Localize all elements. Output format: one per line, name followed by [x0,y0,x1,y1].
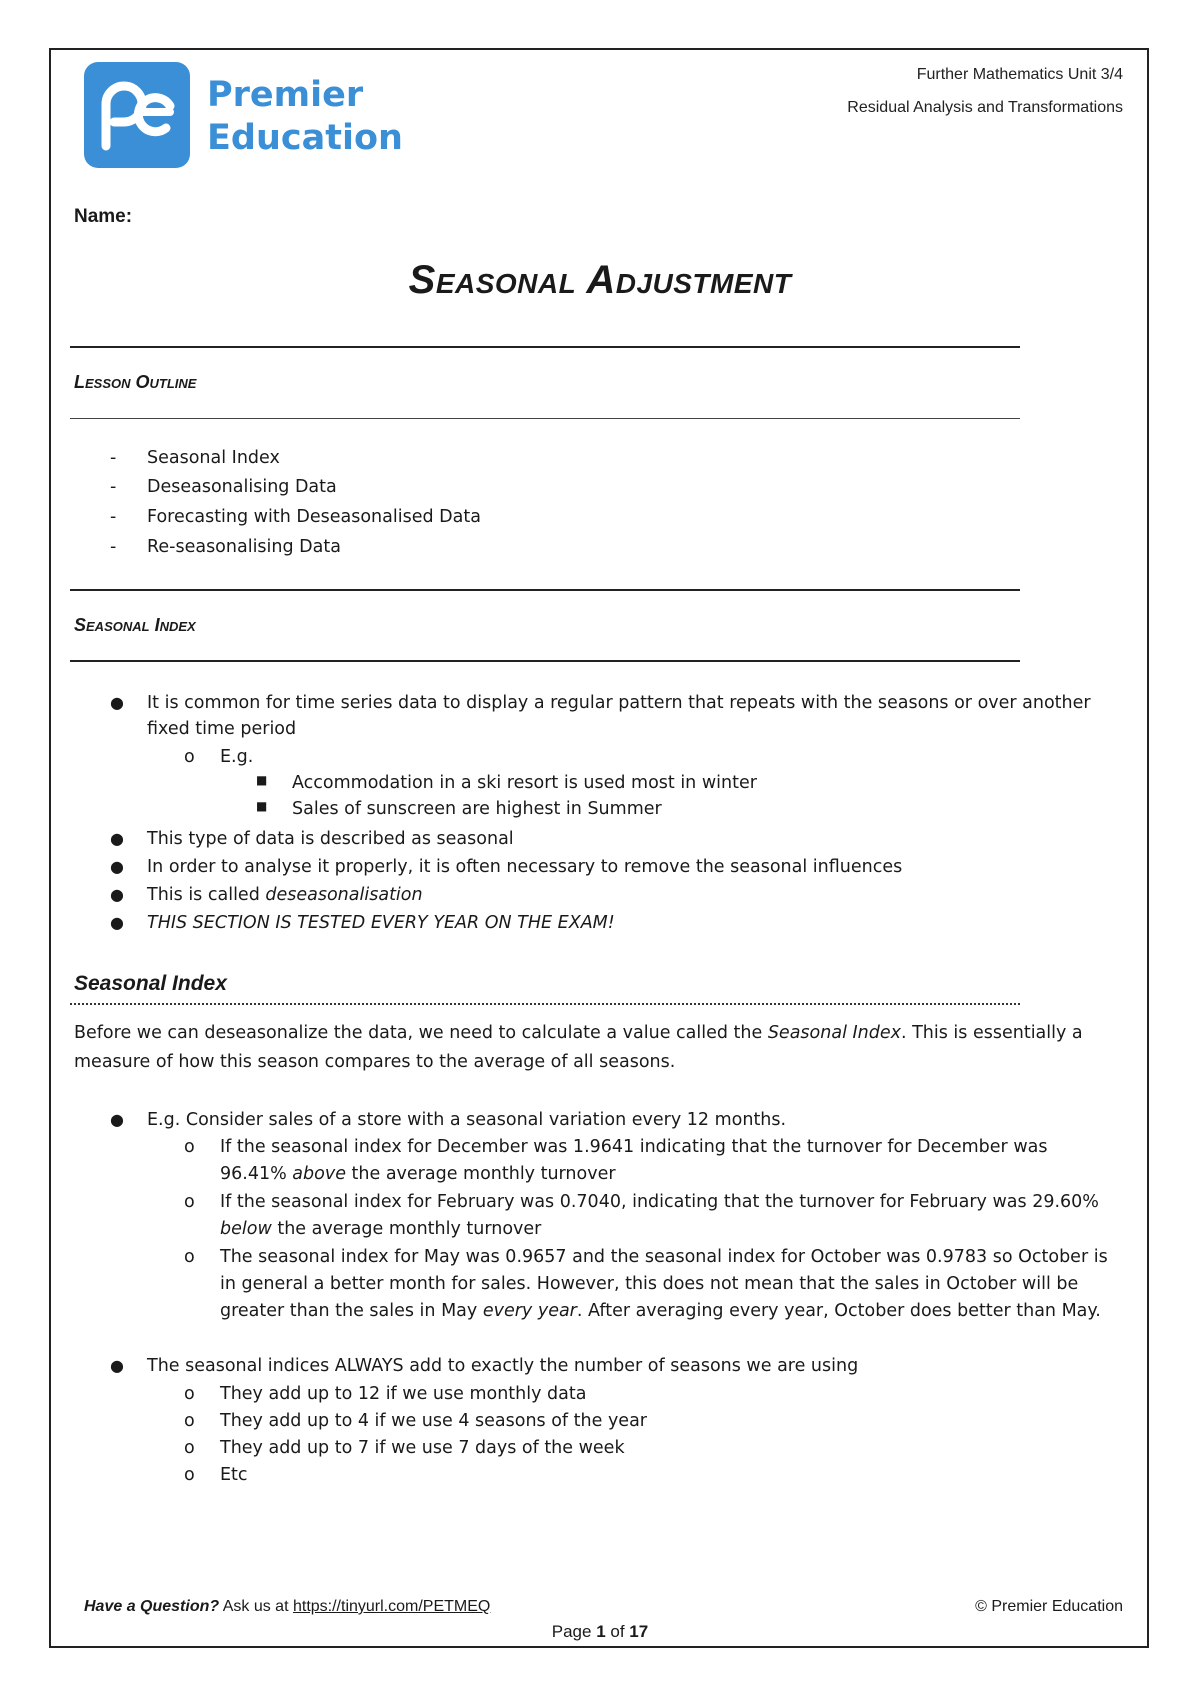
text: 96.41% [220,1164,293,1184]
page-of: of [605,1622,630,1641]
header-subject: Further Mathematics Unit 3/4 [916,66,1123,83]
list-item [220,1300,1101,1322]
text: Before we can deseasonalize the data, we need to calculate a value called the [74,1023,768,1043]
bullet-icon: ● [110,913,124,932]
emphasis: every year [482,1301,577,1321]
emphasis: above [292,1164,346,1184]
square-bullet-icon: ■ [256,773,268,787]
list-item [220,1218,541,1240]
list-item: Re-seasonalising Data [147,537,341,557]
divider [70,346,1020,348]
list-item: They add up to 7 if we use 7 days of the week [220,1438,625,1458]
list-item: Deseasonalising Data [147,477,337,497]
question-label: Have a Question? [84,1598,220,1615]
list-item: THIS SECTION IS TESTED EVERY YEAR ON THE EXAM! [147,913,615,933]
list-item: This type of data is described as seasonal [147,829,514,849]
bullet-icon: ● [110,885,124,904]
bullet-icon: ● [110,1356,124,1375]
circle-bullet-icon: o [184,1192,195,1212]
seasonal-index-heading: Seasonal Index [74,615,196,635]
list-item: They add up to 12 if we use monthly data [220,1384,587,1404]
brand-line-2: Education [207,118,403,158]
footer-question [84,1598,490,1616]
text: . After averaging every year, October does better than May. [576,1301,1101,1321]
square-bullet-icon: ■ [256,799,268,813]
list-item: The seasonal indices ALWAYS add to exactly the number of seasons we are using [147,1356,859,1376]
divider [70,660,1020,662]
text: greater than the sales in May [220,1301,483,1321]
ask-text: Ask us at [219,1598,293,1615]
text: the average monthly turnover [345,1164,616,1184]
bullet-icon: ● [110,693,124,712]
list-item: Sales of sunscreen are highest in Summer [292,799,662,819]
dash-marker: - [110,537,117,557]
dash-marker: - [110,477,117,497]
premier-education-logo [84,62,190,168]
emphasis: deseasonalisation [265,885,423,905]
page-title: Seasonal Adjustment [408,258,792,302]
lesson-outline-heading: Lesson Outline [74,372,197,392]
list-item: The seasonal index for May was 0.9657 and the seasonal index for October was 0.9783 so October is [220,1247,1108,1267]
brand-line-1: Premier [207,75,364,115]
list-item [220,1163,616,1185]
bullet-icon: ● [110,857,124,876]
dash-marker: - [110,507,117,527]
name-label: Name: [74,206,133,227]
list-item: If the seasonal index for February was 0.7040, indicating that the turnover for February was 29.60% [220,1192,1099,1212]
bullet-icon: ● [110,829,124,848]
header-topic: Residual Analysis and Transformations [847,99,1123,116]
list-item: E.g. [220,747,254,767]
divider [70,418,1020,419]
page-number [0,1622,1200,1642]
brand-name [207,74,403,160]
page-current: 1 [596,1622,606,1641]
copyright: © Premier Education [975,1598,1123,1615]
text: This is called [147,885,266,905]
list-item: in general a better month for sales. However, this does not mean that the sales in October will be [220,1274,1079,1294]
dash-marker: - [110,448,117,468]
bullet-icon: ● [110,1110,124,1129]
paragraph-line: measure of how this season compares to the average of all seasons. [74,1052,676,1072]
text: . This is essentially a [900,1023,1083,1043]
emphasis: Seasonal Index [767,1023,901,1043]
circle-bullet-icon: o [184,1411,195,1431]
text: the average monthly turnover [271,1219,542,1239]
paragraph-line [74,1022,1083,1044]
list-item: They add up to 4 if we use 4 seasons of the year [220,1411,647,1431]
list-item: fixed time period [147,719,297,739]
emphasis: below [220,1219,272,1239]
list-item: It is common for time series data to display a regular pattern that repeats with the seasons or over another [147,693,1091,713]
dotted-divider [70,1003,1020,1005]
list-item: Seasonal Index [147,448,280,468]
list-item: Accommodation in a ski resort is used most in winter [292,773,757,793]
page-prefix: Page [551,1622,597,1641]
circle-bullet-icon: o [184,1247,195,1267]
circle-bullet-icon: o [184,1438,195,1458]
list-item: In order to analyse it properly, it is often necessary to remove the seasonal influences [147,857,903,877]
circle-bullet-icon: o [184,1384,195,1404]
logo-mark-icon [84,62,190,168]
list-item [147,884,423,906]
circle-bullet-icon: o [184,1465,195,1485]
list-item: Etc [220,1465,248,1485]
question-link[interactable]: https://tinyurl.com/PETMEQ [292,1598,491,1615]
page-total: 17 [629,1622,649,1641]
circle-bullet-icon: o [184,747,195,767]
list-item: If the seasonal index for December was 1.9641 indicating that the turnover for December was [220,1137,1048,1157]
divider [70,589,1020,591]
list-item: E.g. Consider sales of a store with a seasonal variation every 12 months. [147,1110,787,1130]
circle-bullet-icon: o [184,1137,195,1157]
seasonal-index-subheading: Seasonal Index [74,972,227,995]
list-item: Forecasting with Deseasonalised Data [147,507,481,527]
